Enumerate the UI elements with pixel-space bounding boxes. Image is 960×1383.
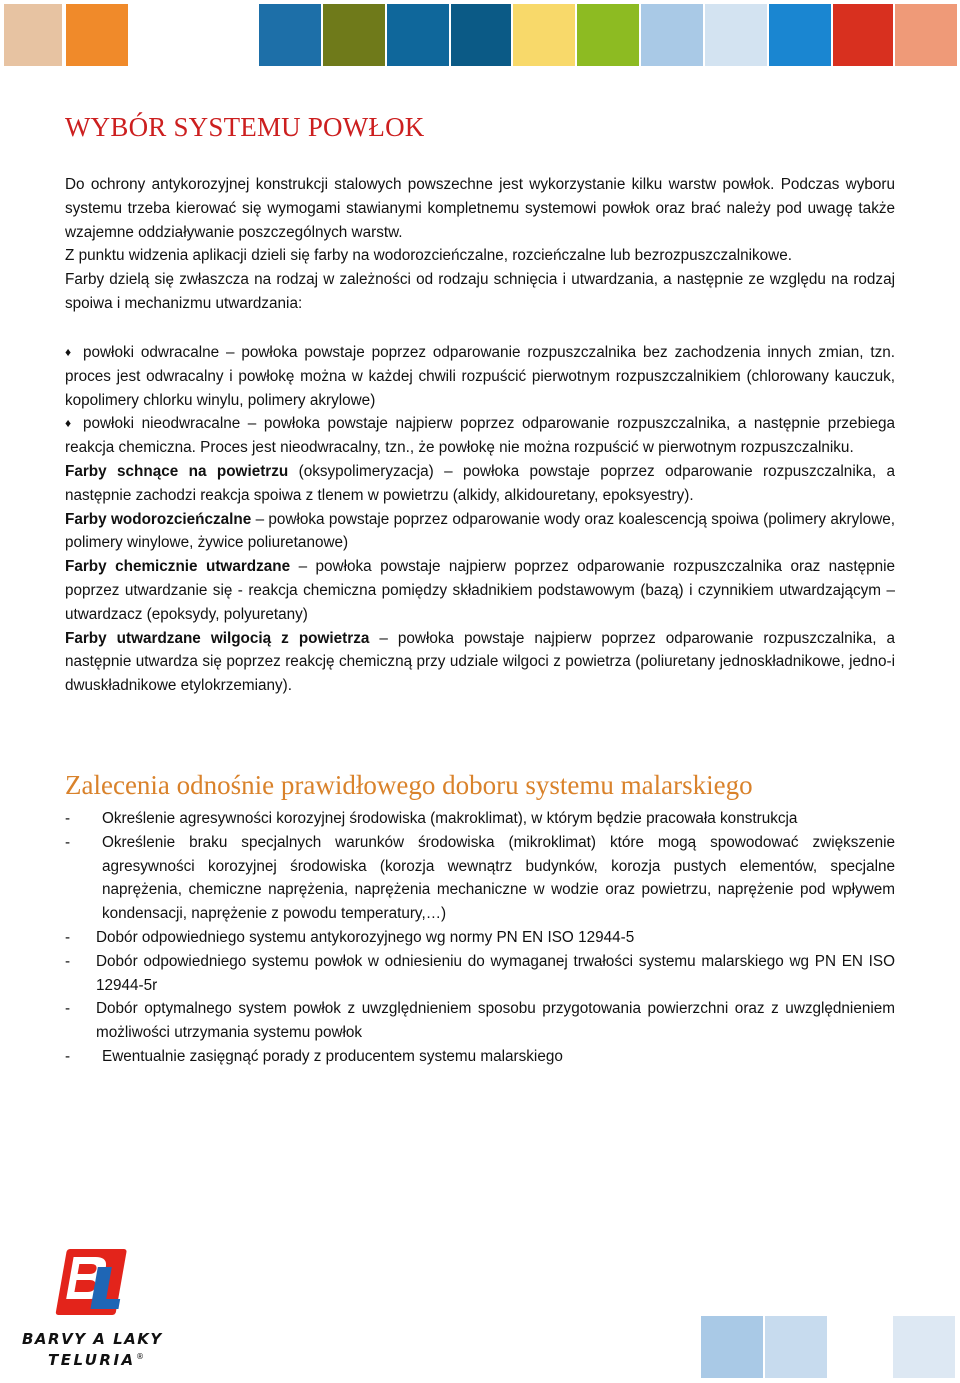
list-item: - Dobór odpowiedniego systemu powłok w odniesieniu do wymaganej trwałości systemu malarskiego wg PN EN ISO 12944-5r [65,952,895,994]
paint-type-term: Farby wodorozcieńczalne [65,510,252,528]
color-swatch [641,4,703,66]
list-item: - Dobór optymalnego system powłok z uwzględnieniem sposobu przygotowania powierzchni oraz z uwzględnieniem możliwości utrzymania systemu powłok [65,1000,895,1042]
diamond-bullet-icon: ♦ [65,416,72,431]
paint-type [65,508,895,556]
paint-type-term: Farby schnące na powietrzu [65,462,289,480]
paint-type [65,555,895,626]
color-swatch [4,4,62,66]
intro-paragraph: Z punktu widzenia aplikacji dzieli się farby na wodorozcieńczalne, rozcieńczalne lub bezrozpuszczalnikowe. [65,247,792,265]
color-swatch [387,4,449,66]
diamond-bullet-icon: ♦ [65,345,72,359]
paint-type [65,460,895,508]
color-swatch [323,4,385,66]
color-swatch [895,4,957,66]
color-swatch [451,4,511,66]
intro-section [65,173,895,316]
color-swatch [66,4,128,66]
page-title: WYBÓR SYSTEMU POWŁOK [65,112,425,142]
paint-type-term: Farby chemicznie utwardzane [65,558,291,576]
color-swatch [833,4,893,66]
paint-type-term: Farby utwardzane wilgocią z powietrza [65,629,370,647]
registered-mark: ® [136,1352,144,1361]
paint-type-desc: – powłoka powstaje poprzez odparowanie wody oraz koalescencją spoiwa (polimery akrylowe, polimery winylowe, żywice poliuretanowe) [65,510,895,552]
list-item: - Ewentualnie zasięgnąć porady z producentem systemu malarskiego [65,1047,563,1065]
intro-paragraph: Farby dzielą się zwłaszcza na rodzaj w zależności od rodzaju schnięcia i utwardzania, a następnie ze względu na rodzaj spoiwa i mechanizmu utwardzania: [65,271,895,312]
color-swatch [513,4,575,66]
paint-type-desc: – powłoka powstaje najpierw poprzez odparowanie rozpuszczalnika oraz następnie poprzez utwardzanie się - reakcja chemiczna pomiędzy składnikiem podstawowym (bazą) i czynnikiem utwardzającym – utwardzacz (epoksydy, polyuretany) [65,558,895,623]
paint-type [65,627,895,698]
bullet-item: ♦ powłoki nieodwracalne – powłoka powstaje najpierw poprzez odparowanie rozpuszczalnika, a następnie przebiega reakcja chemiczna. Proces jest nieodwracalny, tzn., że powłokę nie można rozpuścić w pierwotnym rozpuszczalniku. [65,412,895,460]
logo-line-2: TELURIA [48,1351,136,1369]
color-swatch [765,1316,827,1378]
list-item: - Określenie braku specjalnych warunków środowiska (mikroklimat) które mogą spowodować zwiększenie agresywności korozyjnej środowiska (korozja wewnątrz budynków, korozja pustych elementów, specjalne naprężenia, chemiczne naprężenia, naprężenia mechaniczne w wodzie oraz powietrzu, naprężenie pod wpływem kondensacji, naprężenie z powodu temperatury,…) [65,833,895,923]
bl-logo-icon [22,1245,172,1370]
body-section [65,341,895,698]
list-item: - Określenie agresywności korozyjnej środowiska (makroklimat), w którym będzie pracowała konstrukcja [65,810,798,827]
color-swatch [769,4,831,66]
logo-line-1: BARVY A LAKY [22,1330,163,1348]
company-logo [22,1245,172,1370]
color-swatch [259,4,321,66]
bullet-item: ♦ powłoki odwracalne – powłoka powstaje poprzez odparowanie rozpuszczalnika bez zachodzenia innych zmian, tzn. proces jest odwracalny i powłokę można w każdej chwili rozpuścić pierwotnym rozpuszczalnikiem (chlorowany kauczuk, kopolimery chlorku winylu, polimery akrylowe) [65,341,895,412]
list-item: - Dobór odpowiedniego systemu antykorozyjnego wg normy PN EN ISO 12944-5 [65,928,635,946]
recommendation-list [65,807,895,1069]
color-swatch [577,4,639,66]
section-heading: Zalecenia odnośnie prawidłowego doboru systemu malarskiego [65,770,753,800]
color-swatch [701,1316,763,1378]
intro-paragraph: Do ochrony antykorozyjnej konstrukcji stalowych powszechne jest wykorzystanie kilku warstw powłok. Podczas wyboru systemu trzeba kierować się wymogami stawianymi kompletnemu systemowi powłok oraz brać należy pod uwagę także wzajemne oddziaływanie poszczególnych warstw. [65,176,895,241]
color-swatch [893,1316,955,1378]
paint-type-desc: – powłoka powstaje najpierw poprzez odparowanie rozpuszczalnika, a następnie utwardza się poprzez reakcję chemiczną przy udziale wilgoci z powietrza (poliuretany jednoskładnikowe, jedno-i dwuskładnikowe etylokrzemiany). [65,629,895,695]
color-swatch [705,4,767,66]
paint-type-desc: (oksypolimeryzacja) – powłoka powstaje poprzez odparowanie rozpuszczalnika, a następnie zachodzi reakcja spoiwa z tlenem w powietrzu (alkidy, alkidouretany, epoksyestry). [65,462,895,504]
